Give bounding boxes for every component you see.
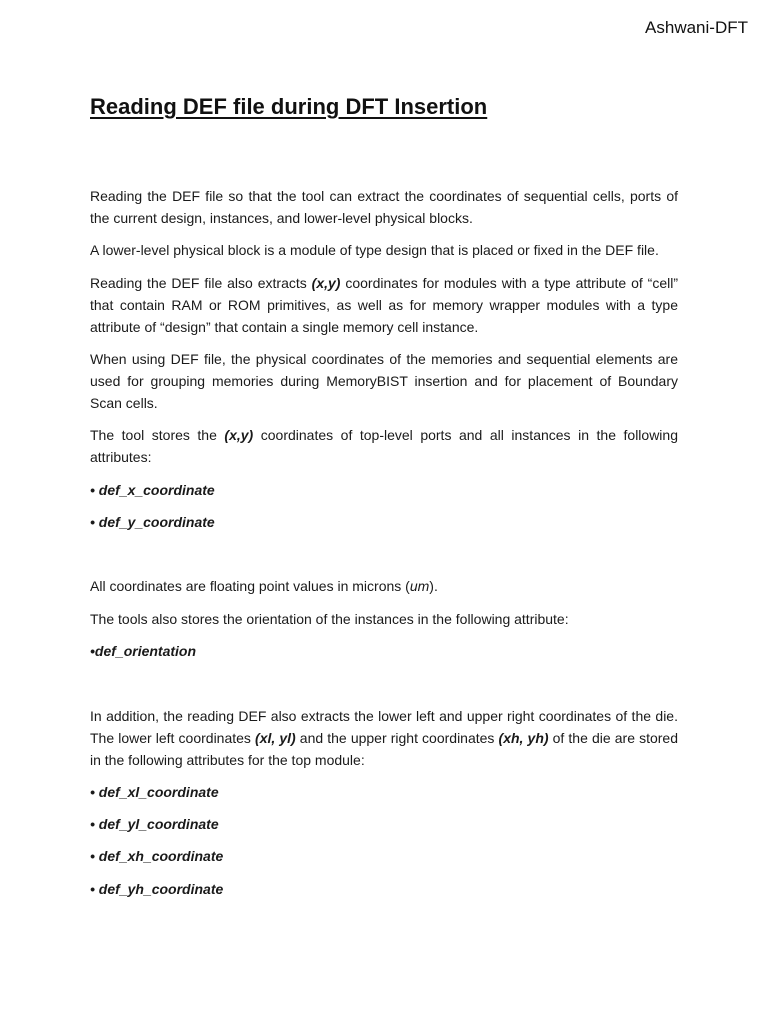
paragraph-physical-block: A lower-level physical block is a module of type design that is placed or fixed in the DEF file. xyxy=(90,242,659,258)
text-segment: Reading the DEF file also extracts xyxy=(90,275,312,291)
bullet-def-x-coordinate: • def_x_coordinate xyxy=(90,482,215,498)
paragraph-def-purpose: Reading the DEF file so that the tool can extract the coordinates of sequential cells, ports of the current design, instances, and lower-level physical blocks. xyxy=(90,188,678,226)
bullet-def-yl-coordinate: • def_yl_coordinate xyxy=(90,816,219,832)
text-segment: coordinates of top-level ports and all instances in the following attributes: xyxy=(90,427,678,465)
paragraph-tool-stores xyxy=(90,424,678,468)
text-segment: coordinates for modules with a type attribute of “cell” that contain RAM or ROM primitives, as well as for memory wrapper modules with a type attribute of “design” that contain a single memory cell instance. xyxy=(90,275,678,335)
page-title: Reading DEF file during DFT Insertion xyxy=(90,94,488,119)
text-segment: All coordinates are floating point values in microns ( xyxy=(90,578,410,594)
bullet-def-xl-coordinate: • def_xl_coordinate xyxy=(90,784,219,800)
text-segment: In addition, the reading DEF also extracts the lower left and upper right coordinates of the die. The lower left coordinates xyxy=(90,708,678,746)
paragraph-memorybist-usage: When using DEF file, the physical coordinates of the memories and sequential elements are used for grouping memories during MemoryBIST insertion and for placement of Boundary Scan cells. xyxy=(90,351,678,411)
xy-emphasis: (x,y) xyxy=(311,275,341,291)
text-segment: The tool stores the xyxy=(90,427,225,443)
bullet-def-y-coordinate: • def_y_coordinate xyxy=(90,514,215,530)
author-header: Ashwani-DFT xyxy=(645,18,748,37)
paragraph-orientation: The tools also stores the orientation of the instances in the following attribute: xyxy=(90,611,569,627)
text-segment: and the upper right coordinates xyxy=(295,730,499,746)
bullet-def-xh-coordinate: • def_xh_coordinate xyxy=(90,848,224,864)
xh-yh-emphasis: (xh, yh) xyxy=(498,730,549,746)
xy-emphasis: (x,y) xyxy=(224,427,254,443)
bullet-def-orientation: •def_orientation xyxy=(90,643,197,659)
paragraph-extract-coordinates xyxy=(90,272,678,338)
paragraph-die-coordinates xyxy=(90,705,678,771)
text-segment: ). xyxy=(429,578,438,594)
xl-yl-emphasis: (xl, yl) xyxy=(255,730,296,746)
unit-emphasis: um xyxy=(409,578,430,594)
paragraph-units xyxy=(90,575,678,597)
bullet-def-yh-coordinate: • def_yh_coordinate xyxy=(90,881,224,897)
text-segment: of the die are stored in the following attributes for the top module: xyxy=(90,730,679,768)
